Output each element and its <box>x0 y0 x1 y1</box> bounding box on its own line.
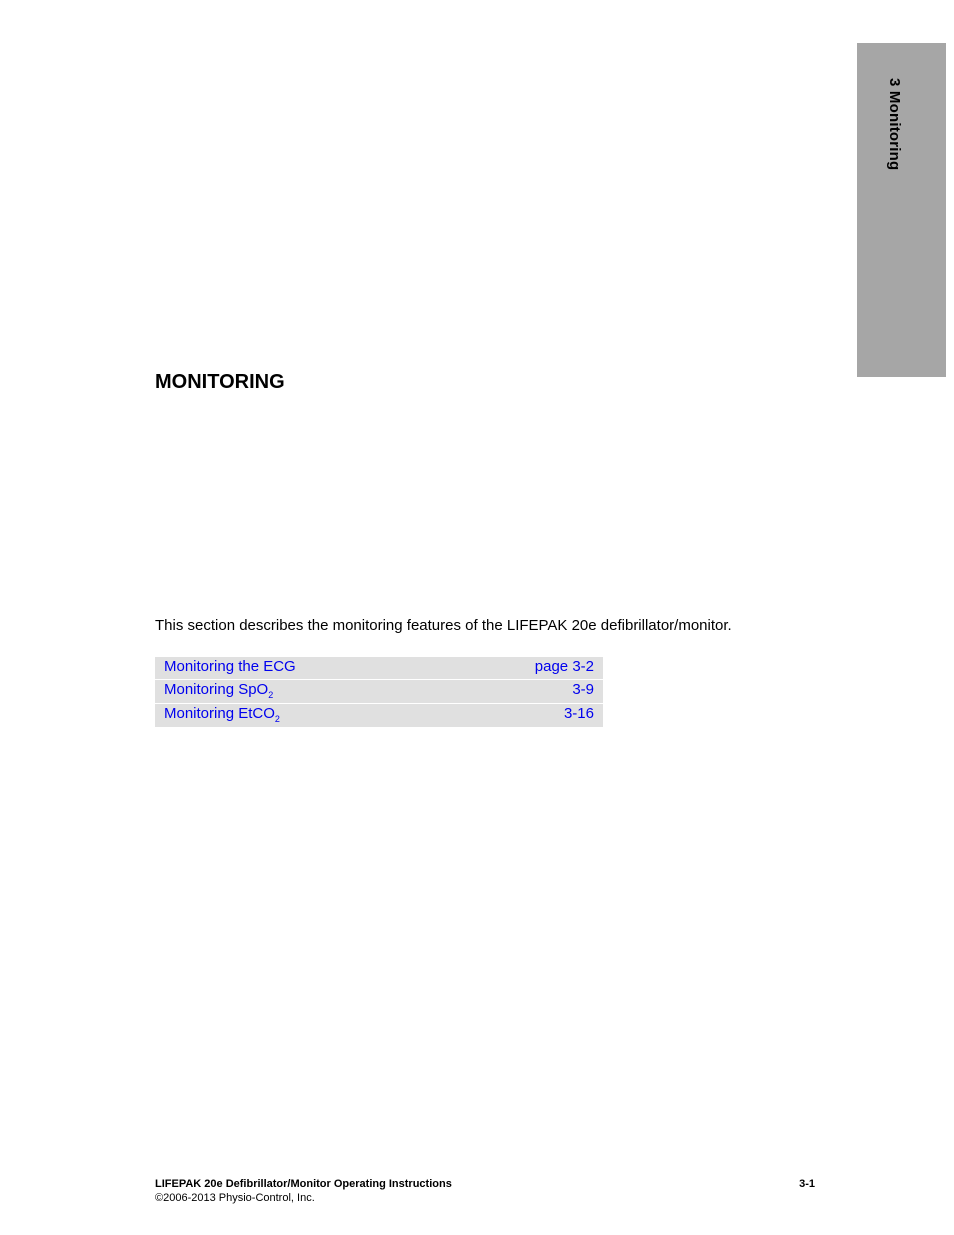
toc-link-ecg-label: Monitoring the ECG <box>164 658 296 675</box>
toc-link-spo2-label: Monitoring SpO <box>164 681 269 698</box>
footer-page-number: 3-1 <box>799 1178 815 1190</box>
section-title: MONITORING <box>155 371 285 393</box>
toc-link-etco2[interactable] <box>164 705 280 723</box>
toc-row-etco2 <box>155 704 603 727</box>
contents-table <box>155 657 603 728</box>
section-intro: This section describes the monitoring features of the LIFEPAK 20e defibrillator/monitor. <box>155 617 732 634</box>
toc-link-etco2-label: Monitoring EtCO <box>164 705 275 722</box>
footer-copyright: ©2006-2013 Physio-Control, Inc. <box>155 1192 315 1204</box>
toc-link-spo2[interactable] <box>164 681 273 699</box>
toc-page-etco2[interactable]: 3-16 <box>563 705 594 722</box>
toc-row-spo2 <box>155 680 603 703</box>
toc-link-etco2-subscript: 2 <box>274 714 280 724</box>
toc-row-ecg <box>155 657 603 679</box>
toc-page-ecg[interactable]: page 3-2 <box>534 658 594 675</box>
toc-link-ecg[interactable] <box>164 658 296 676</box>
chapter-tab-label: 3 Monitoring <box>886 78 903 171</box>
toc-page-spo2[interactable]: 3-9 <box>572 681 594 698</box>
toc-link-spo2-subscript: 2 <box>268 690 274 700</box>
footer-document-title: LIFEPAK 20e Defibrillator/Monitor Operating Instructions <box>155 1178 452 1190</box>
